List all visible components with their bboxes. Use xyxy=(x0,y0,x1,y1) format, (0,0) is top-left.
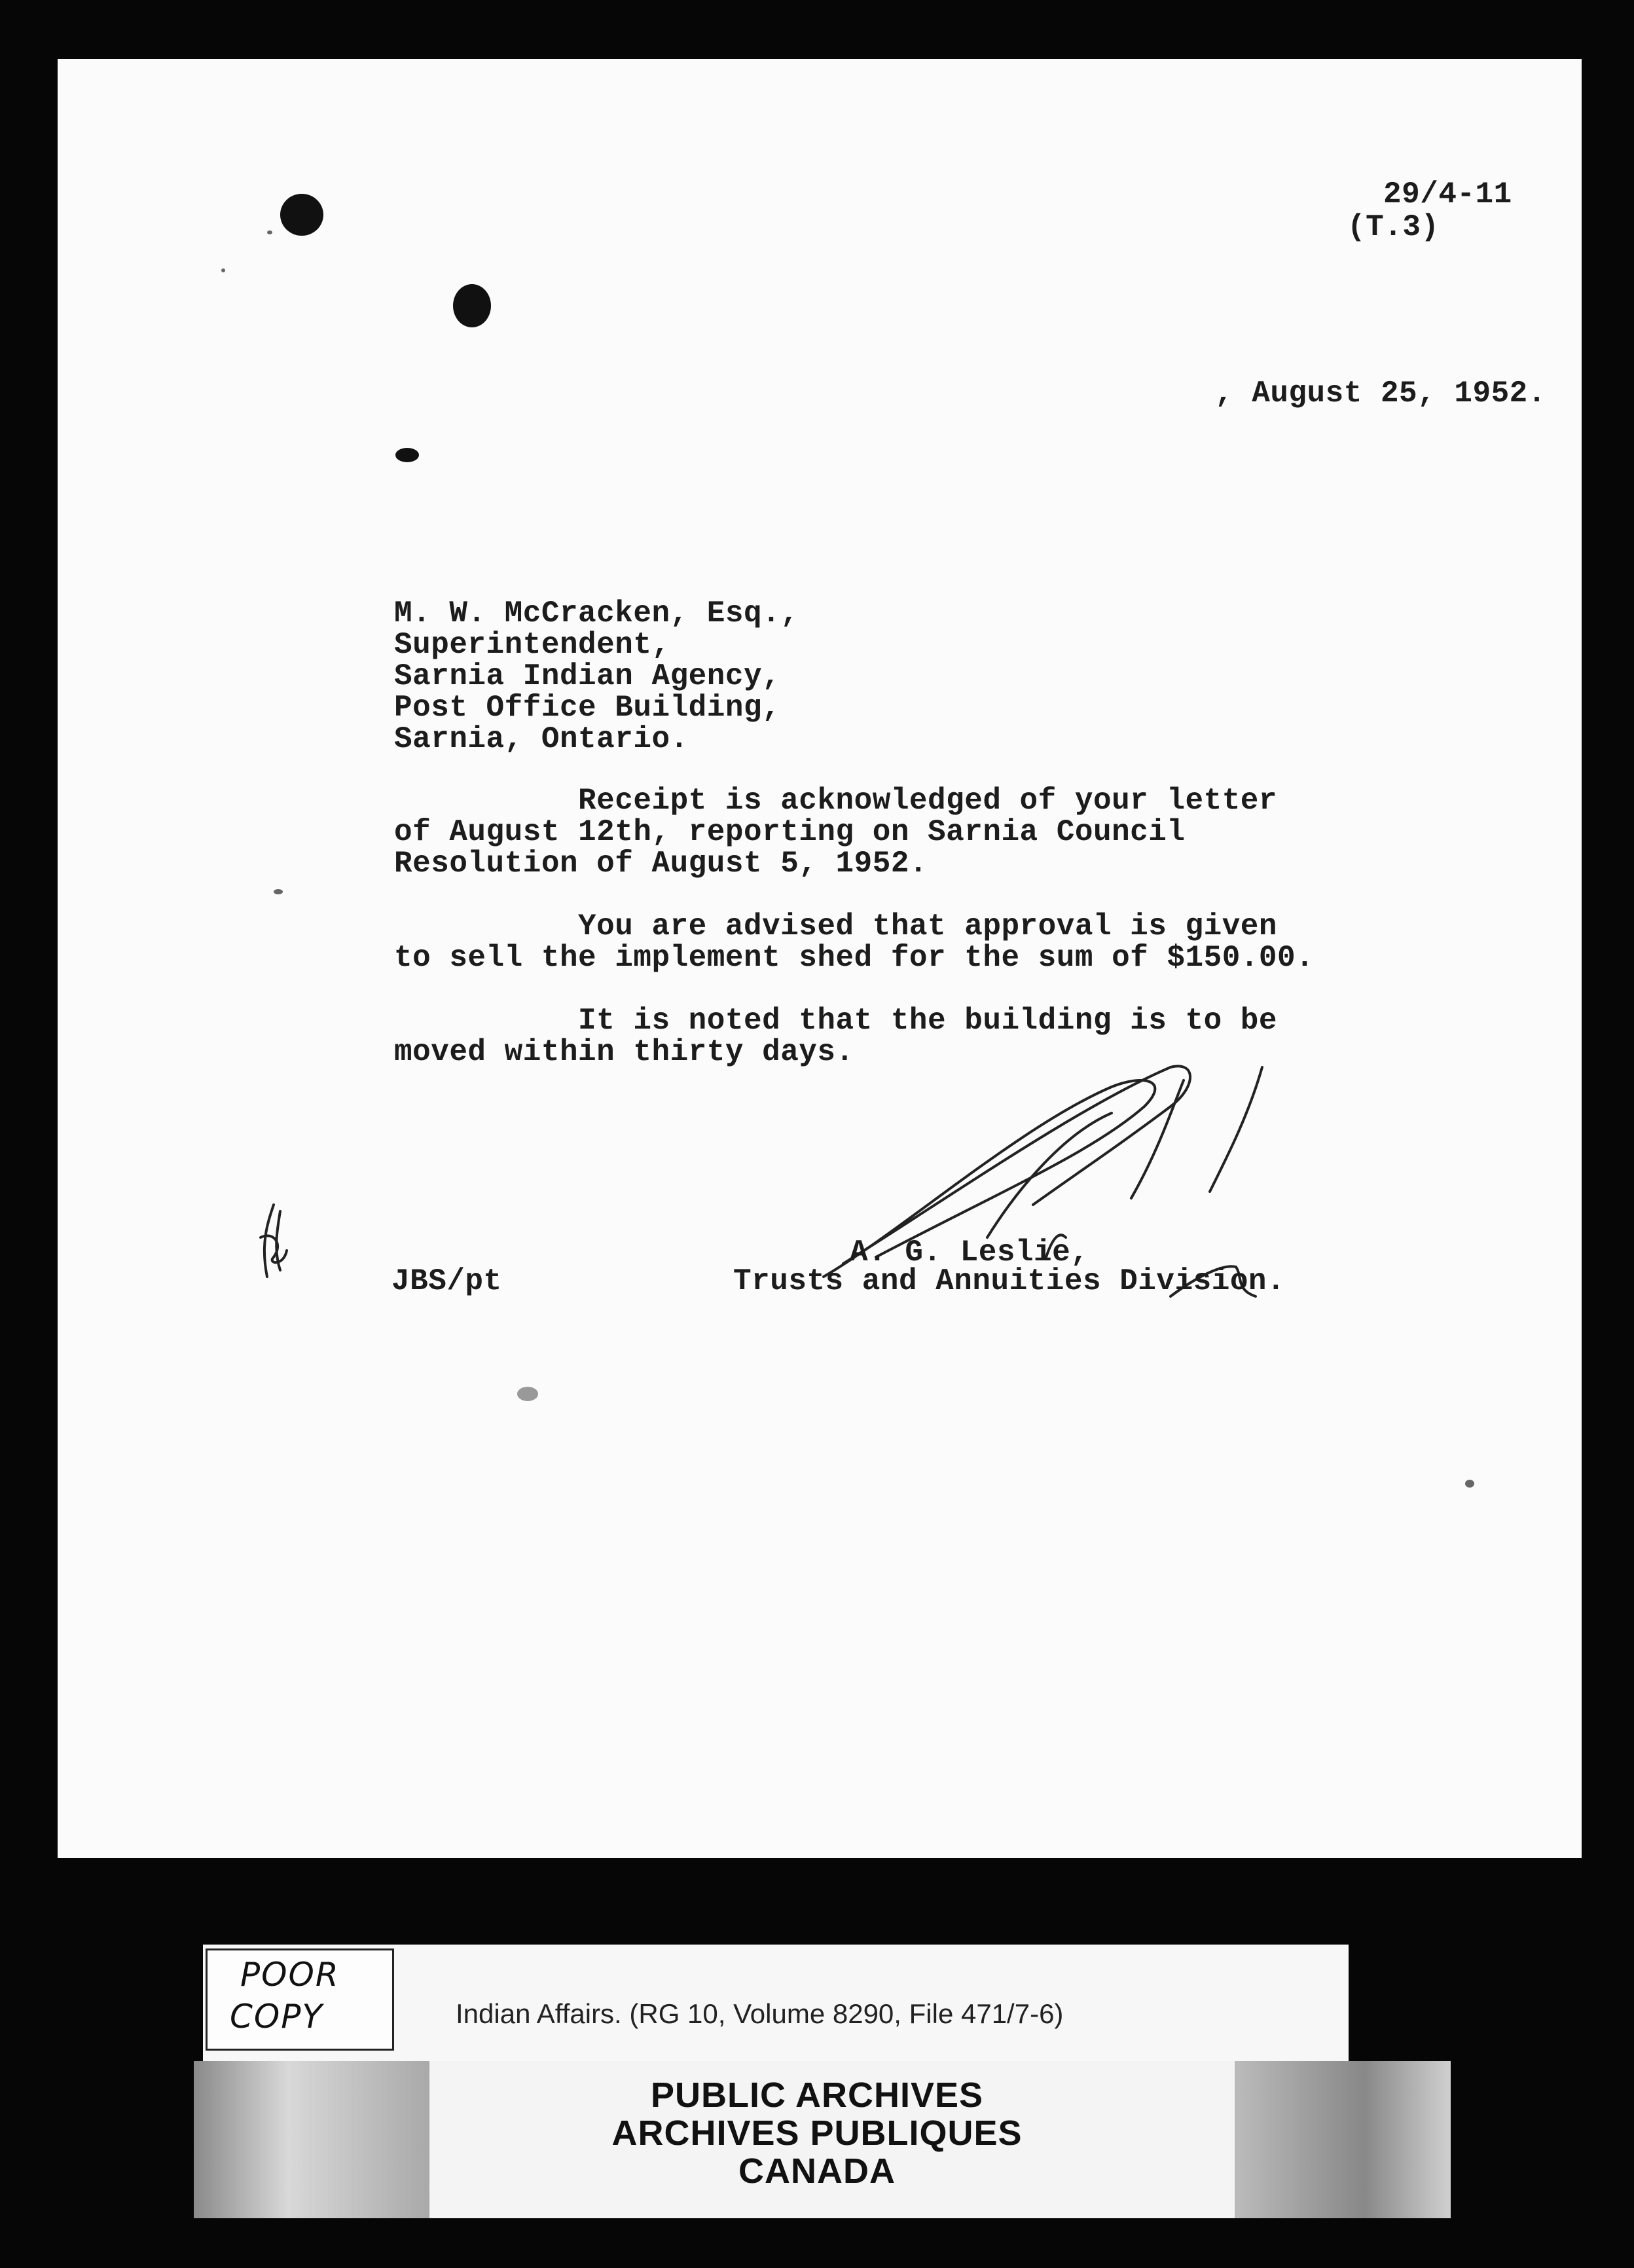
ink-blot xyxy=(453,284,491,327)
margin-initials xyxy=(247,1198,300,1283)
address-line: Post Office Building, xyxy=(394,691,781,725)
letter-date: , August 25, 1952. xyxy=(1215,376,1546,411)
archives-country: CANADA xyxy=(738,2151,896,2191)
speck xyxy=(274,889,283,894)
file-sub-number: (T.3) xyxy=(1347,210,1440,244)
body-line: to sell the implement shed for the sum of $150.00. xyxy=(394,941,1315,975)
body-line: It is noted that the building is to be xyxy=(394,1004,1278,1038)
address-line: M. W. McCracken, Esq., xyxy=(394,596,799,631)
ink-blot xyxy=(280,194,323,236)
speck xyxy=(1465,1480,1474,1488)
body-line: moved within thirty days. xyxy=(394,1035,854,1069)
body-line: Resolution of August 5, 1952. xyxy=(394,847,928,881)
signer-division: Trusts and Annuities Division. xyxy=(733,1264,1286,1298)
archive-file-reference: Indian Affairs. (RG 10, Volume 8290, File 471/7-6) xyxy=(456,1998,1064,2029)
letter-page xyxy=(58,59,1582,1858)
archives-title-fr: ARCHIVES PUBLIQUES xyxy=(611,2113,1023,2153)
archives-title-en: PUBLIC ARCHIVES xyxy=(650,2076,984,2115)
file-number: 29/4-11 xyxy=(1383,177,1512,211)
ink-blot xyxy=(395,448,419,462)
body-line: Receipt is acknowledged of your letter xyxy=(394,784,1278,818)
address-line: Superintendent, xyxy=(394,628,670,662)
speck xyxy=(221,268,225,272)
speck xyxy=(267,230,272,234)
signer-name: A. G. Leslie, xyxy=(850,1235,1089,1270)
poor-copy-line1: POOR xyxy=(240,1956,340,1994)
address-line: Sarnia Indian Agency, xyxy=(394,659,781,693)
speck xyxy=(517,1387,538,1401)
address-line: Sarnia, Ontario. xyxy=(394,722,689,756)
poor-copy-line2: COPY xyxy=(230,1998,323,2036)
poor-copy-stamp xyxy=(206,1948,394,2051)
body-line: You are advised that approval is given xyxy=(394,909,1278,943)
body-line: of August 12th, reporting on Sarnia Council xyxy=(394,815,1186,849)
reference-initials: JBS/pt xyxy=(391,1264,502,1298)
